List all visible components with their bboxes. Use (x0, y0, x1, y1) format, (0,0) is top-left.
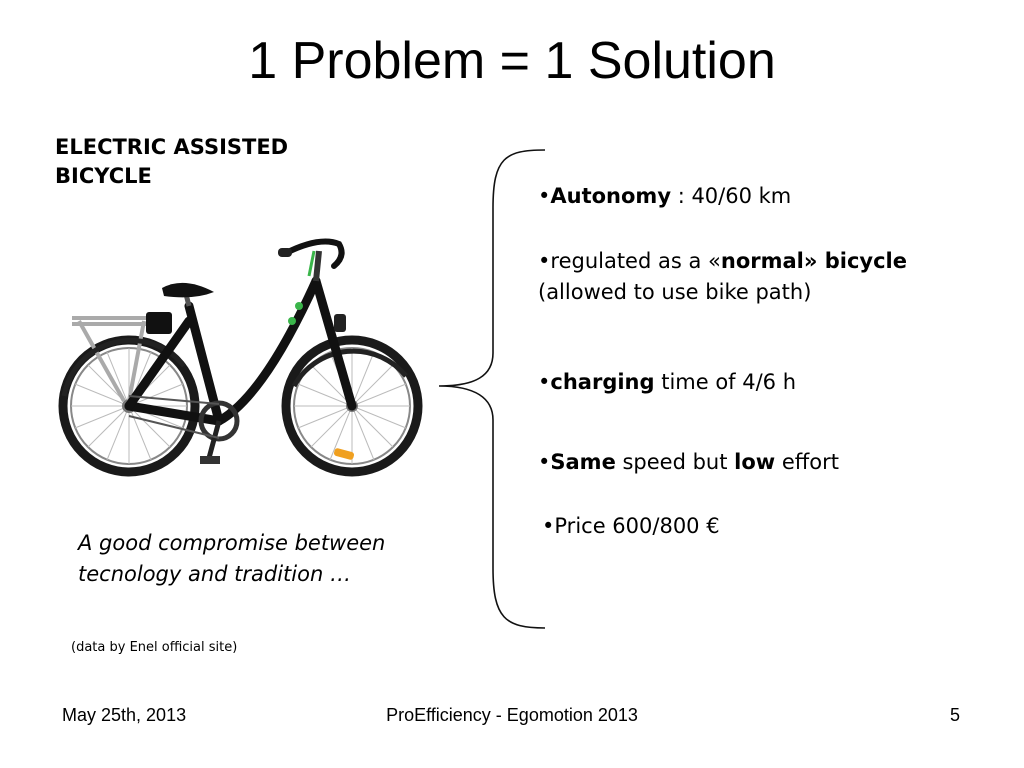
feature-regulation (538, 246, 928, 308)
feature-regulation-pre: regulated as a « (550, 249, 721, 273)
bullet: • (538, 370, 551, 394)
slide-title: 1 Problem = 1 Solution (248, 32, 776, 90)
subject-line-1: ELECTRIC ASSISTED (55, 135, 289, 159)
feature-charging-value: time of 4/6 h (654, 370, 797, 394)
feature-effort-bold-2: low (734, 450, 776, 474)
source-note: (data by Enel official site) (71, 640, 238, 655)
feature-price (542, 511, 932, 542)
feature-autonomy-label: Autonomy (550, 184, 672, 208)
feature-effort (538, 447, 928, 478)
feature-effort-mid: speed but (615, 450, 735, 474)
page-number: 5 (950, 705, 961, 725)
feature-autonomy (538, 181, 928, 212)
bullet: • (542, 514, 555, 538)
subject-line-2: BICYCLE (55, 164, 152, 188)
feature-effort-rest: effort (775, 450, 839, 474)
feature-regulation-rest: (allowed to use bike path) (538, 280, 812, 304)
feature-regulation-bold: normal» bicycle (720, 249, 907, 273)
bullet: • (538, 450, 551, 474)
feature-autonomy-value: : 40/60 km (671, 184, 792, 208)
curly-brace (435, 148, 550, 630)
feature-price-text: Price 600/800 € (554, 514, 720, 538)
subject-heading (55, 133, 395, 191)
footer-date: May 25th, 2013 (62, 705, 187, 725)
feature-effort-bold-1: Same (550, 450, 616, 474)
feature-charging-label: charging (550, 370, 655, 394)
feature-charging (538, 367, 928, 398)
bullet: • (538, 184, 551, 208)
bullet: • (538, 249, 551, 273)
footer-title: ProEfficiency - Egomotion 2013 (386, 705, 638, 725)
bicycle-image (34, 226, 434, 494)
caption-text: A good compromise between tecnology and tradition … (78, 531, 386, 586)
